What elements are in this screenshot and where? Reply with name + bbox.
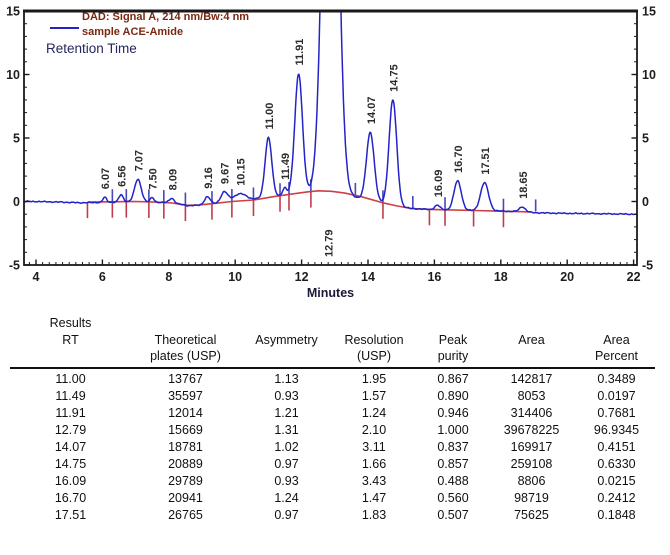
table-row <box>10 371 670 388</box>
results-table <box>0 308 670 524</box>
cell-resolution: 3.43 <box>361 473 387 488</box>
x-tick-label: 16 <box>427 270 442 284</box>
peak-label: 10.15 <box>235 158 248 186</box>
header-line <box>131 315 240 332</box>
cell-rt: 16.09 <box>54 473 87 488</box>
header-line <box>415 315 491 332</box>
cell-area_percent: 0.6330 <box>597 456 636 471</box>
cell-peak_purity: 1.000 <box>437 422 469 437</box>
header-line: (USP) <box>356 349 392 363</box>
x-tick-label: 20 <box>560 270 575 284</box>
cell-resolution: 1.95 <box>361 371 387 386</box>
cell-area: 39678225 <box>503 422 560 437</box>
cell-peak_purity: 0.946 <box>437 405 469 420</box>
cell-resolution: 2.10 <box>361 422 387 437</box>
x-tick-label: 18 <box>493 270 508 284</box>
header-line <box>491 315 572 332</box>
peak-label: 11.49 <box>280 152 293 180</box>
cell-area_percent: 0.0215 <box>597 473 636 488</box>
cell-rt: 11.91 <box>55 405 86 420</box>
cell-resolution: 1.47 <box>361 490 387 505</box>
cell-resolution: 3.11 <box>362 439 386 454</box>
header-line: Asymmetry <box>255 332 318 347</box>
peak-label: 7.50 <box>147 168 160 190</box>
table-row <box>10 439 670 456</box>
y-tick-label-right: 0 <box>642 195 649 209</box>
y-tick-label-right: -5 <box>642 258 654 273</box>
cell-asymmetry: 0.97 <box>274 456 299 471</box>
cell-resolution: 1.83 <box>361 507 387 522</box>
x-tick-label: 12 <box>294 270 309 284</box>
cell-peak_purity: 0.488 <box>437 473 469 488</box>
header-line: Resolution <box>344 332 404 347</box>
y-tick-label-left: -5 <box>8 258 20 273</box>
cell-area_percent: 0.4151 <box>597 439 636 454</box>
table-row <box>10 405 670 422</box>
cell-area: 8806 <box>517 473 546 488</box>
header-line <box>240 315 333 332</box>
peak-label: 6.56 <box>116 165 129 187</box>
table-row <box>10 507 670 524</box>
y-tick-label-right: 10 <box>642 68 656 82</box>
table-row <box>10 473 670 490</box>
y-tick-label-left: 15 <box>6 4 20 19</box>
y-tick-label-right: 15 <box>642 4 656 19</box>
x-tick-label: 10 <box>228 270 243 284</box>
cell-plates: 15669 <box>168 422 203 437</box>
cell-plates: 13767 <box>168 371 203 386</box>
header-cell-resolution <box>333 315 415 365</box>
header-cell-area_percent <box>572 315 661 365</box>
peak-label: 16.09 <box>432 169 445 198</box>
cell-area: 142817 <box>510 371 553 386</box>
cell-plates: 12014 <box>168 405 203 420</box>
cell-asymmetry: 0.97 <box>274 507 299 522</box>
header-line <box>572 315 661 332</box>
cell-peak_purity: 0.560 <box>437 490 469 505</box>
header-line <box>333 315 415 332</box>
peak-label: 9.67 <box>219 162 232 185</box>
y-tick-label-right: 5 <box>642 131 649 146</box>
header-line: Results <box>49 316 92 330</box>
cell-resolution: 1.66 <box>361 456 387 471</box>
peak-label: 11.91 <box>294 38 307 66</box>
cell-area: 8053 <box>517 388 546 403</box>
cell-area_percent: 96.9345 <box>593 422 640 437</box>
cell-asymmetry: 1.13 <box>274 371 299 386</box>
peak-label: 9.16 <box>202 167 215 189</box>
header-line: Peak <box>438 332 468 347</box>
cell-plates: 20889 <box>168 456 203 471</box>
table-row <box>10 388 670 405</box>
table-row <box>10 456 670 473</box>
cell-rt: 11.49 <box>55 388 86 403</box>
retention-time-label: Retention Time <box>46 41 137 56</box>
cell-rt: 12.79 <box>54 422 87 437</box>
cell-area_percent: 0.2412 <box>597 490 636 505</box>
peak-label: 6.07 <box>100 167 113 190</box>
header-line: plates (USP) <box>150 349 221 363</box>
results-header-row <box>10 315 670 365</box>
peak-label: 16.70 <box>453 145 466 173</box>
cell-area: 314406 <box>510 405 553 420</box>
y-tick-label-left: 0 <box>13 195 20 209</box>
header-cell-plates <box>131 315 240 365</box>
y-tick-label-left: 5 <box>13 131 20 146</box>
cell-plates: 26765 <box>168 507 203 522</box>
peak-label: 8.09 <box>167 168 180 191</box>
cell-area: 98719 <box>514 490 549 505</box>
cell-resolution: 1.24 <box>361 405 387 420</box>
header-cell-peak_purity <box>415 315 491 365</box>
cell-area: 169917 <box>510 439 553 454</box>
y-tick-label-left: 10 <box>6 68 20 82</box>
header-cell-rt <box>10 315 131 365</box>
cell-area_percent: 0.1848 <box>597 507 636 522</box>
x-tick-label: 22 <box>626 270 641 284</box>
cell-peak_purity: 0.857 <box>437 456 469 471</box>
cell-plates: 20941 <box>168 490 203 505</box>
peak-label: 11.00 <box>263 102 276 130</box>
cell-area_percent: 0.0197 <box>597 388 636 403</box>
cell-plates: 29789 <box>168 473 203 488</box>
legend-series-swatch <box>50 27 79 29</box>
header-line: Area <box>518 332 545 347</box>
cell-area_percent: 0.7681 <box>597 405 636 420</box>
header-rule <box>10 367 655 369</box>
x-tick-label: 8 <box>165 270 173 284</box>
cell-asymmetry: 0.93 <box>274 473 299 488</box>
cell-peak_purity: 0.837 <box>437 439 469 454</box>
cell-area_percent: 0.3489 <box>597 371 636 386</box>
table-row <box>10 490 670 507</box>
cell-plates: 35597 <box>168 388 203 403</box>
peak-label: 12.79 <box>323 229 336 257</box>
cell-rt: 11.00 <box>55 371 86 386</box>
cell-asymmetry: 1.02 <box>274 439 299 454</box>
table-row <box>10 422 670 439</box>
cell-area: 75625 <box>514 507 549 522</box>
header-cell-area <box>491 315 572 365</box>
header-line <box>240 348 333 365</box>
legend-sample-label: sample ACE-Amide <box>82 25 184 38</box>
x-tick-label: 14 <box>361 270 375 284</box>
cell-resolution: 1.57 <box>361 388 387 403</box>
cell-area: 259108 <box>510 456 553 471</box>
x-tick-label: 4 <box>32 270 40 284</box>
peak-label: 14.75 <box>388 64 401 92</box>
peak-label: 18.65 <box>517 171 530 199</box>
x-axis-title: Minutes <box>306 286 355 300</box>
cell-peak_purity: 0.507 <box>437 507 469 522</box>
cell-peak_purity: 0.890 <box>437 388 469 403</box>
x-tick-label: 6 <box>98 270 106 284</box>
peak-label: 17.51 <box>480 147 493 175</box>
cell-asymmetry: 1.21 <box>274 405 299 420</box>
cell-plates: 18781 <box>168 439 203 454</box>
integration-baseline <box>88 191 531 212</box>
chart-legend <box>82 10 249 39</box>
cell-peak_purity: 0.867 <box>437 371 469 386</box>
header-line: Percent <box>594 349 639 363</box>
peak-label: 14.07 <box>365 96 378 125</box>
legend-series-label: DAD: Signal A, 214 nm/Bw:4 nm <box>82 11 250 23</box>
header-line: purity <box>437 349 469 363</box>
header-cell-asymmetry <box>240 315 333 365</box>
cell-rt: 17.51 <box>54 507 87 522</box>
header-line: Theoretical <box>154 332 217 347</box>
cell-rt: 14.07 <box>54 439 87 454</box>
header-line <box>10 348 131 365</box>
header-line: RT <box>62 332 79 347</box>
header-line: Area <box>603 332 630 347</box>
header-line <box>491 348 572 365</box>
cell-asymmetry: 1.24 <box>274 490 299 505</box>
cell-rt: 16.70 <box>54 490 87 505</box>
cell-asymmetry: 1.31 <box>274 422 299 437</box>
cell-rt: 14.75 <box>54 456 87 471</box>
cell-asymmetry: 0.93 <box>274 388 299 403</box>
peak-label: 7.07 <box>133 150 146 172</box>
